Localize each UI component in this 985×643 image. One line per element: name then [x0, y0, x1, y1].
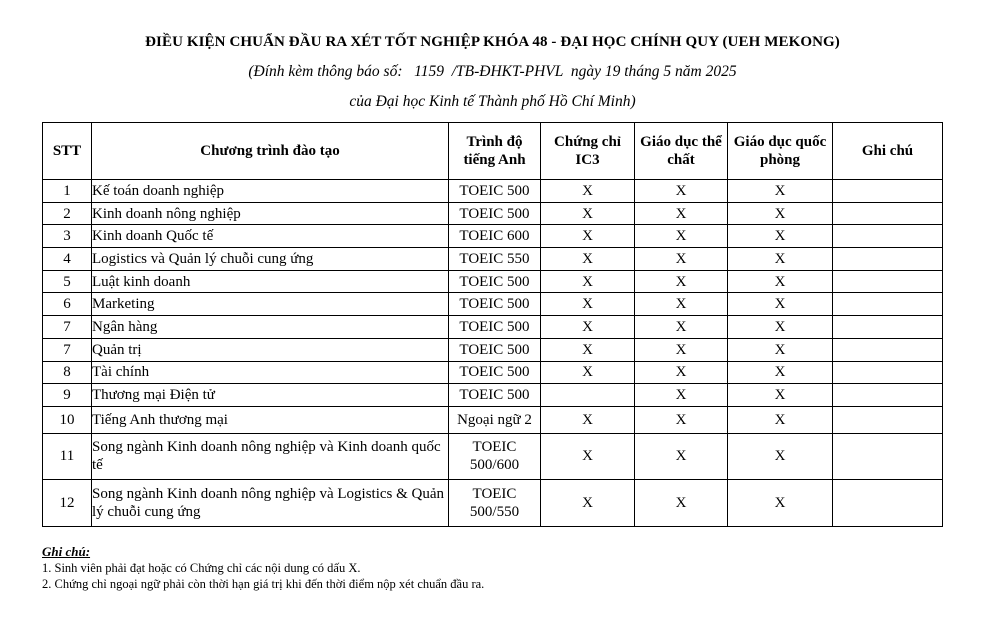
row-english-level: TOEIC 500	[449, 316, 541, 339]
row-stt: 5	[43, 270, 92, 293]
row-physical-education: X	[635, 225, 728, 248]
note-item: 2. Chứng chỉ ngoại ngữ phải còn thời hạn giá trị khi đến thời điểm nộp xét chuẩn đầu ra.	[42, 577, 485, 591]
row-ic3	[541, 384, 635, 407]
row-physical-education: X	[635, 406, 728, 433]
notes-section	[42, 544, 484, 592]
document-title: ĐIỀU KIỆN CHUẨN ĐẦU RA XÉT TỐT NGHIỆP KHÓA 48 - ĐẠI HỌC CHÍNH QUY (UEH MEKONG)	[145, 34, 840, 50]
row-english-level: TOEIC 500	[449, 338, 541, 361]
row-defense-education: X	[728, 384, 833, 407]
table-row	[43, 479, 943, 526]
row-ic3: X	[541, 406, 635, 433]
row-physical-education: X	[635, 248, 728, 271]
row-english-level: Ngoại ngữ 2	[449, 406, 541, 433]
row-defense-education: X	[728, 433, 833, 479]
row-program: Logistics và Quản lý chuỗi cung ứng	[92, 248, 449, 271]
row-defense-education: X	[728, 202, 833, 225]
row-stt: 3	[43, 225, 92, 248]
row-note	[833, 248, 943, 271]
notes-title: Ghi chú:	[42, 544, 91, 559]
row-stt: 2	[43, 202, 92, 225]
row-stt: 7	[43, 316, 92, 339]
row-stt: 11	[43, 433, 92, 479]
row-english-level: TOEIC 500	[449, 202, 541, 225]
row-physical-education: X	[635, 316, 728, 339]
header-defense-education: Giáo dục quốc phòng	[728, 123, 833, 180]
row-note	[833, 361, 943, 384]
document-subtitle-line2: của Đại học Kinh tế Thành phố Hồ Chí Minh)	[349, 93, 636, 110]
table-row	[43, 270, 943, 293]
row-physical-education: X	[635, 338, 728, 361]
row-ic3: X	[541, 316, 635, 339]
row-ic3: X	[541, 433, 635, 479]
row-program: Tài chính	[92, 361, 449, 384]
row-note	[833, 316, 943, 339]
row-stt: 8	[43, 361, 92, 384]
table-row	[43, 180, 943, 203]
row-stt: 1	[43, 180, 92, 203]
row-physical-education: X	[635, 384, 728, 407]
note-item: 1. Sinh viên phải đạt hoặc có Chứng chỉ các nội dung có dấu X.	[42, 561, 361, 575]
row-ic3: X	[541, 338, 635, 361]
row-physical-education: X	[635, 479, 728, 526]
header-physical-education: Giáo dục thể chất	[635, 123, 728, 180]
row-ic3: X	[541, 270, 635, 293]
row-ic3: X	[541, 479, 635, 526]
row-note	[833, 479, 943, 526]
table-row	[43, 384, 943, 407]
row-defense-education: X	[728, 270, 833, 293]
header-ic3: Chứng chỉ IC3	[541, 123, 635, 180]
table-header-row	[43, 123, 943, 180]
row-english-level: TOEIC 500	[449, 293, 541, 316]
row-stt: 7	[43, 338, 92, 361]
row-program: Quản trị	[92, 338, 449, 361]
table-row	[43, 248, 943, 271]
table-row	[43, 433, 943, 479]
row-program: Song ngành Kinh doanh nông nghiệp và Kinh doanh quốc tế	[92, 433, 449, 479]
header-program: Chương trình đào tạo	[92, 123, 449, 180]
row-program: Song ngành Kinh doanh nông nghiệp và Logistics & Quản lý chuỗi cung ứng	[92, 479, 449, 526]
row-program: Thương mại Điện tử	[92, 384, 449, 407]
table-row	[43, 406, 943, 433]
row-ic3: X	[541, 248, 635, 271]
row-note	[833, 384, 943, 407]
table-row	[43, 338, 943, 361]
row-stt: 12	[43, 479, 92, 526]
table-row	[43, 202, 943, 225]
row-english-level: TOEIC 500	[449, 180, 541, 203]
row-ic3: X	[541, 293, 635, 316]
table-row	[43, 225, 943, 248]
row-stt: 6	[43, 293, 92, 316]
row-defense-education: X	[728, 248, 833, 271]
row-stt: 4	[43, 248, 92, 271]
row-defense-education: X	[728, 316, 833, 339]
table-row	[43, 361, 943, 384]
row-english-level: TOEIC 550	[449, 248, 541, 271]
row-note	[833, 338, 943, 361]
row-program: Marketing	[92, 293, 449, 316]
row-defense-education: X	[728, 293, 833, 316]
row-ic3: X	[541, 202, 635, 225]
row-stt: 10	[43, 406, 92, 433]
row-physical-education: X	[635, 361, 728, 384]
row-english-level: TOEIC 600	[449, 225, 541, 248]
row-note	[833, 180, 943, 203]
row-physical-education: X	[635, 270, 728, 293]
row-ic3: X	[541, 361, 635, 384]
row-ic3: X	[541, 180, 635, 203]
table-row	[43, 316, 943, 339]
row-defense-education: X	[728, 479, 833, 526]
table-body	[43, 180, 943, 527]
row-english-level: TOEIC 500	[449, 270, 541, 293]
row-program: Kế toán doanh nghiệp	[92, 180, 449, 203]
row-physical-education: X	[635, 433, 728, 479]
row-program: Kinh doanh Quốc tế	[92, 225, 449, 248]
row-english-level: TOEIC 500/600	[449, 433, 541, 479]
row-english-level: TOEIC 500/550	[449, 479, 541, 526]
row-english-level: TOEIC 500	[449, 361, 541, 384]
row-defense-education: X	[728, 406, 833, 433]
requirements-table	[42, 122, 943, 527]
row-note	[833, 406, 943, 433]
header-stt: STT	[43, 123, 92, 180]
row-note	[833, 270, 943, 293]
row-program: Ngân hàng	[92, 316, 449, 339]
row-defense-education: X	[728, 361, 833, 384]
row-physical-education: X	[635, 202, 728, 225]
row-note	[833, 202, 943, 225]
header-english-level: Trình độ tiếng Anh	[449, 123, 541, 180]
row-program: Tiếng Anh thương mại	[92, 406, 449, 433]
row-stt: 9	[43, 384, 92, 407]
row-note	[833, 433, 943, 479]
row-program: Luật kinh doanh	[92, 270, 449, 293]
row-program: Kinh doanh nông nghiệp	[92, 202, 449, 225]
row-defense-education: X	[728, 338, 833, 361]
row-note	[833, 225, 943, 248]
table-row	[43, 293, 943, 316]
row-english-level: TOEIC 500	[449, 384, 541, 407]
row-defense-education: X	[728, 225, 833, 248]
document-subtitle-line1: (Đính kèm thông báo số: 1159 /TB-ĐHKT-PHVL ngày 19 tháng 5 năm 2025	[248, 63, 737, 80]
row-defense-education: X	[728, 180, 833, 203]
row-note	[833, 293, 943, 316]
row-ic3: X	[541, 225, 635, 248]
row-physical-education: X	[635, 293, 728, 316]
header-note: Ghi chú	[833, 123, 943, 180]
row-physical-education: X	[635, 180, 728, 203]
